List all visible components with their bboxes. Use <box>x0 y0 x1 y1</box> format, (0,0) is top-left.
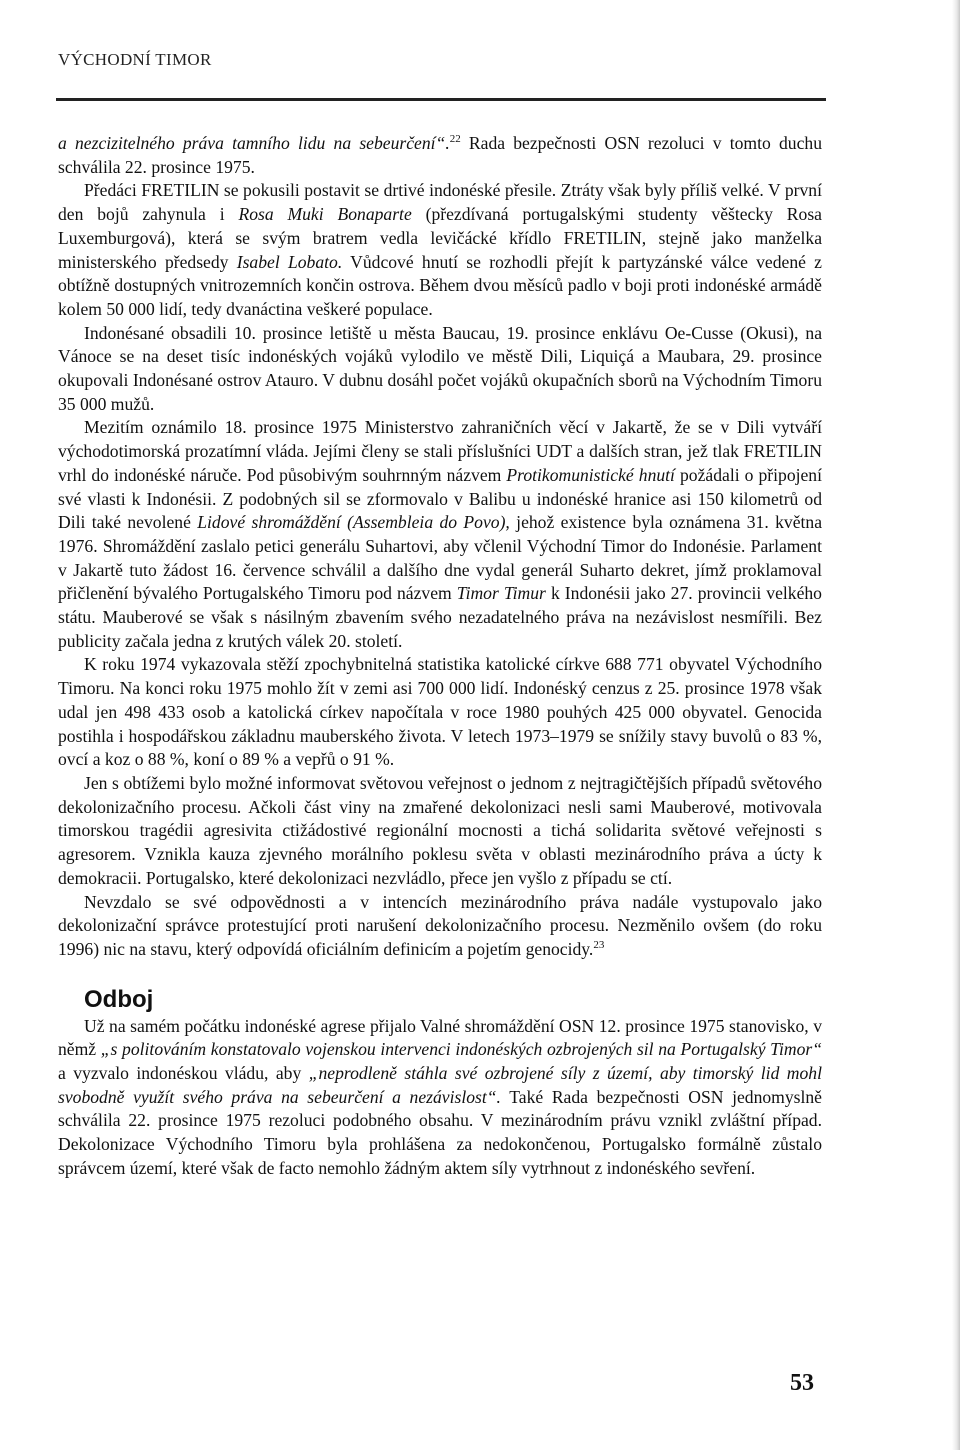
paragraph: Indonésané obsadili 10. prosince letiště u města Baucau, 19. prosince enklávu Oe-Cusse (Okusi), na Vánoce se na deset tisíc indonéských vojáků vylodilo ve městě Dili, Liquiçá a Maubara, 29. prosince okupovali Indonésané ostrov Atauro. V dubnu dosáhl počet vojáků okupačních sborů na Východním Timoru 35 000 mužů. <box>58 322 822 414</box>
paragraph: Jen s obtížemi bylo možné informovat světovou veřejnost o jednom z nejtragičtějších případů světového dekolonizačního procesu. Ačkoli část viny na zmařené dekolonizaci nesli sami Mauberové, motivovala timorskou tragédii agresivita ctižádostivé regionální mocnosti a tichá solidarita světové veřejnosti s agresorem. Vznikla kauza zjevného morálního poklesu světa v oblasti mezinárodního práva a úcty k demokracii. Portugalsko, které dekolonizaci nezvládlo, přece jen vyšlo z případu se ctí. <box>58 772 822 888</box>
paragraph: Už na samém počátku indonéské agrese přijalo Valné shromáždění OSN 12. prosince 1975 stanovisko, v němž „s politováním konstatovalo vojenskou intervenci indonéských ozbrojených sil na Portugalský Timor“ a vyzvalo indonéskou vládu, aby „neprodleně stáhla své ozbrojené síly z území, aby timorský lid mohl svobodně využít svého práva na sebeurčení a nezávislost“. Také Rada bezpečnosti OSN jednomyslně schválila 22. prosince 1975 rezoluci podobného obsahu. V mezinárodním právu vznikl zvláštní případ. Dekolonizace Východního Timoru byla prohlášena za nedokončenou, Portugalsko formálně zůstalo správcem území, které však de facto nemohlo žádným aktem síly vytrhnout z indonéského sevření. <box>58 1015 823 1178</box>
running-head: VÝCHODNÍ TIMOR <box>58 50 212 69</box>
paragraph: K roku 1974 vykazovala stěží zpochybnitelná statistika katolické církve 688 771 obyvatel Východního Timoru. Na konci roku 1975 mohlo žít v zemi asi 700 000 lidí. Indonéský cenzus z 25. prosince 1978 však udal jen 498 433 osob a katolická církev napočítala v roce 1980 pouhých 425 000 obyvatel. Genocida postihla i hospodářskou základnu mauberského života. V letech 1973–1979 se snížily stavy buvolů o 83 %, ovcí a koz o 88 %, koní o 89 % a vepřů o 91 %. <box>58 654 822 770</box>
body-text <box>58 132 822 1181</box>
paragraph: Nevzdalo se své odpovědnosti a v intencích mezinárodního práva nadále vystupovalo jako dekolonizační správce protestující proti narušení dekolonizačního procesu. Nezměnilo ovšem (do roku 1996) nic na stavu, který odpovídá oficiálním definicím a pojetím genocidy.$^{23}$ <box>58 891 822 959</box>
footnote-ref: 23 <box>593 938 605 951</box>
footnote-ref: 22 <box>449 133 461 145</box>
paragraph: Mezitím oznámilo 18. prosince 1975 Ministerstvo zahraničních věcí v Jakartě, že se v Dili vytváří východotimorská prozatímní vláda. Jejími členy se stali příslušníci UDT a dalších stran, jež tlak FRETILIN vrhl do indonéské náruče. Pod působivým souhrnným názvem Protikomunistické hnutí požádali o připojení své vlasti k Indonésii. Z podobných sil se zformovalo v Balibu u indonéské hranice asi 150 kilometrů od Dili také nevolené Lidové shromáždění (Assembleia do Povo), jehož existence byla oznámena 31. května 1976. Shromáždění zaslalo petici generálu Suhartovi, aby včlenil Východní Timor do Indonésie. Parlament v Jakartě tuto žádost 16. července schválil a dalšího dne vydal generál Suharto dekret, jímž proklamoval přičlenění bývalého Portugalského Timoru pod názvem Timor Timur k Indonésii jako 27. provincii velkého státu. Mauberové se však s násilným zbavením svého nezadatelného práva na nezávislost nesmířili. Bez publicity začala jedna z krutých válek 20. století. <box>58 417 823 651</box>
paragraph: Předáci FRETILIN se pokusili postavit se drtivé indonéské přesile. Ztráty však byly příliš velké. V první den bojů zahynula i Rosa Muki Bonaparte (přezdívaná portugalskými studenty věštecky Rosa Luxemburgová), která se svým bratrem vedla levičácké křídlo FRETILIN, stejně jako manželka ministerského předsedy Isabel Lobato. Vůdcové hnutí se rozhodli přejít k partyzánské válce vedené z obtížně dostupných vnitrozemních končin ostrova. Během dvou měsíců padlo v boji proti indonéské armádě kolem 50 000 lidí, tedy dvanáctina veškeré populace. <box>58 180 822 319</box>
section-heading: Odboj <box>84 985 154 1013</box>
page-edge-shadow <box>952 0 960 1450</box>
page-number: 53 <box>790 1370 814 1396</box>
paragraph: a nezcizitelného práva tamního lidu na sebeurčení“.$^{22}$ Rada bezpečnosti OSN rezoluci v tomto duchu schválila 22. prosince 1975. <box>58 133 822 177</box>
header-rule <box>56 98 826 101</box>
